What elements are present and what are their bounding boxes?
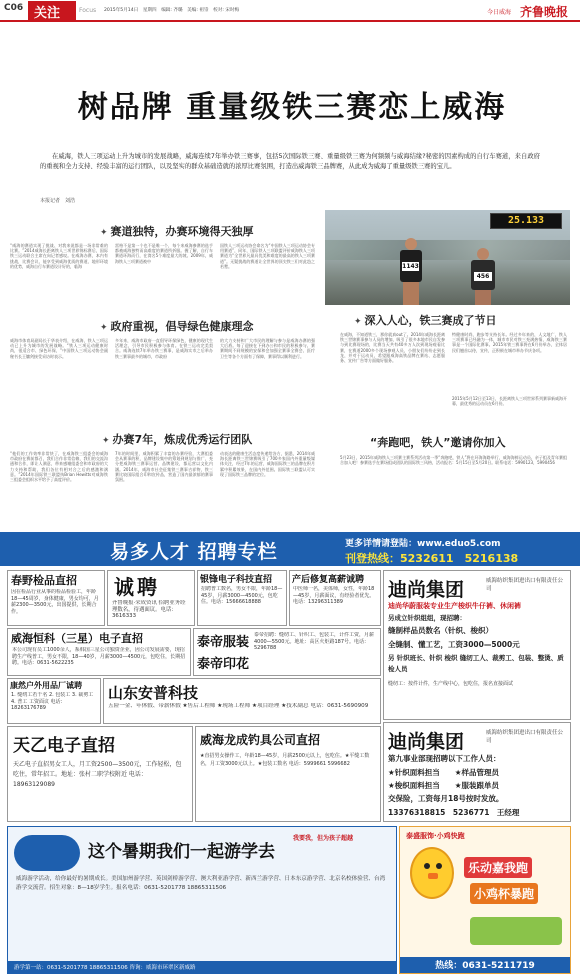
brand-small: 今日威海 bbox=[487, 9, 512, 16]
race-clock bbox=[490, 213, 562, 229]
ad-tianyi-title: 天乙电子直招 bbox=[13, 736, 115, 756]
chick-eye bbox=[436, 863, 442, 869]
body-col-g: “他们的工作效率非常快了，在威海铁三组委会的威海市政府在赛前都召，我们合作非常信赖，我们的交流沟通和合作，即让人满意，带来感谢组委会和市政府的大力支持和帮助，我们各位有相对合之后的感激和满意。”2014年国际铁三联盟执Brian Hewitts对威海铁三组委会组织水平给予了高度评价。 bbox=[10, 451, 108, 483]
ad-dishang-1-line5: 另 针织班长、针织 梭织 缝纫工人、裁剪工、包装、整烫、质检人员 bbox=[388, 654, 564, 673]
dateline: 2015年5月14日 星期四 编辑: 齐璐 美编: 祖崇 校对: 宋时梅 bbox=[104, 8, 240, 13]
athlete-right-bib: 456 bbox=[474, 272, 492, 281]
taisheng-slogan-1: 乐动嘉我跑 bbox=[464, 857, 532, 878]
diamond-icon: ✦ bbox=[102, 436, 110, 446]
body-col-j: 在威海，不知道铁三，那你就真out了。2014年威海长距离铁三世锦赛事参与人员的增加、吸引了很多本地市民自发参与到比赛现场的，比赛当天共有40多万人次到现场观看比赛，在赛道2000多个现场参观人员，小朋友们纷纷走到长龙，并对于运动员，希望跟威海高铁品牌在赛站、志愿服务、宣传广告等方面做好服务。 bbox=[340, 332, 445, 364]
subhead-government-text: 政府重视，倡导绿色健康理念 bbox=[110, 320, 254, 333]
ad-tianyi bbox=[7, 726, 193, 822]
ad-hengke bbox=[7, 628, 191, 676]
taisheng-hotline: 热线：0631-5211719 bbox=[400, 957, 570, 974]
athlete-left-head bbox=[405, 238, 417, 250]
ad-dishang-1-sub: 威海纺织集团进出口有限责任公司 bbox=[486, 578, 564, 592]
ad-taidi-title: 泰帝服装 bbox=[197, 635, 250, 650]
ad-kangran-title: 康然户外用品厂诚聘 bbox=[10, 681, 82, 690]
athlete-left-legs bbox=[403, 282, 419, 305]
ad-longcheng-body: ★直招男女操作工，年龄18—45岁，月薪2500元以上，包吃住。★平缝工数名，月工资3000元以上。★包装工数名 电话：5999661 5996682 bbox=[200, 753, 370, 767]
body-col-h: 7年的时间里，威海积累了丰富的办赛经验，大赛组委会从赛事的积，品牌建设集中的筹划到规划与推广，充分把威海铁三赛事运营、品牌建设，都运营以文化内涵。2014年，威海市社会征集铁三赛事吉祥物，铁三赛比较国际组合印和宣传品，营造了国内最浓郁的赛事氛围。 bbox=[115, 451, 213, 483]
ad-anpu bbox=[103, 678, 381, 724]
lead-paragraph: 在威海，铁人三项运动上升为城市的发展战略，威海连续7年举办铁三赛事，包括5次国际铁三赛、重量级铁三赛为何频频与威海结缘?秘密的因素构成的自行车赛道，来自政府的重视和全力支持、经验丰富的运行团队，以及坚实的群众基础造就的浓厚比赛氛围，打造出威海铁三品牌赛，从此成为威海了重量级铁三赛的宝儿。 bbox=[40, 153, 540, 170]
main-headline: 树品牌 重量级铁三赛恋上威海 bbox=[77, 90, 507, 125]
race-photo bbox=[325, 210, 570, 305]
study-tour-footer: 游学第一站：0631-5201778 18865311506 咨询：威海市环翠区新威路 bbox=[8, 961, 396, 974]
page-number: C06 bbox=[4, 3, 24, 13]
ad-chengpin-title: 诚聘 bbox=[114, 575, 160, 599]
subhead-team bbox=[102, 431, 252, 447]
ad-tianyi-body: 天乙电子直招男女工人，月工资2500—3500元，工作轻松，包吃住，常年招工。地址：张村二职学校附近 电话：18963129089 bbox=[13, 761, 182, 788]
ad-dishang-2-line2: ★针织面料担当 ★样品管理员 bbox=[388, 768, 499, 777]
body-col-l: 2015年5月12日至13日，长距离铁人三项世界系列赛事新威海开幕，最优秀的运动员在6月份。 bbox=[452, 396, 567, 407]
chick-beak bbox=[428, 873, 438, 879]
ad-dishang-2-line5: 13376318815 5236771 王经理 bbox=[388, 808, 520, 817]
ad-dishang-1-line4: 全缝制、懂工艺，工资3000—5000元 bbox=[388, 640, 520, 649]
ad-chanhou-body: 中医师一名，美体师，女性，年龄18—45岁，月薪面议，有经验者优先。电话：13296311389 bbox=[293, 586, 375, 605]
newspaper-logo: 齐鲁晚报 bbox=[520, 5, 569, 19]
athlete-right-head bbox=[477, 248, 489, 260]
taisheng-title: 泰盛服饰·小鸡快跑 bbox=[406, 832, 465, 840]
ad-chanhou bbox=[289, 570, 381, 626]
ad-dishang-1-line1: 迪尚华蔚服装专业生产梭织牛仔裤、休闲裤 bbox=[388, 602, 521, 610]
body-col-b: 雷格不是第一个也不是唯一个，每个来威海参赛的选手都被威海独特而高难度的赛道所折服。握了解，自行车赛道环海而行，在湾名5个难度最大的坡。2009年，威海铁人三项赛道被中 bbox=[115, 243, 213, 264]
body-col-i: 动表达的健康生活态度传递给各方，据悉，2014年威海长距离铁三世锦赛吸引了700多家国内外重量级媒体关注，经过7年的运营，威海国际铁三的品牌在积月累中积累效果，在国内外范围。国际铁三联盟认可实现了国际铁三品牌的定位。 bbox=[220, 451, 315, 477]
ad-study-tour bbox=[7, 826, 397, 974]
ad-dishang-2-line4: 交保险，工资每月18号按时发放。 bbox=[388, 794, 504, 803]
subhead-festival-text: 深入人心，铁三赛成了节日 bbox=[364, 314, 497, 327]
byline: 本报记者 刘浩 bbox=[40, 198, 76, 204]
body-col-e: 多年来，威海市政府一直倡导环保绿色，健康的现代生活理念，引导市民积极参与体育。在铁三运动完美契合。威海连续7年举办铁三赛事，是威海实市之后举办铁三赛事最多的城市，市政府 bbox=[115, 338, 213, 359]
ad-anpu-body: 五险一金、年休假、带薪休假 ★售后工程师 ★现场工程师 ★项目经理 ★技术副总 电话：0631-5690909 bbox=[108, 703, 369, 709]
athlete-right-legs bbox=[475, 290, 491, 305]
crowd-band bbox=[325, 240, 570, 260]
body-col-c: 国铁人三项运动协会命名为“中国铁人三项运动协会专用赛道”，同年，国际铁人三项联盟评价威海铁人三项赛道为“全世界凡最具优美和难度的最高的铁人三项赛道”。无疑挑战的赛道让全世界的顶尖铁三们对此趋之若鹜。 bbox=[220, 243, 315, 269]
quote-title: “奔跑吧，铁人”邀请你加入 bbox=[370, 436, 506, 449]
study-tour-body: 威海游学活动，给你最好的暑期成长。美国加州游学营、英国剑桥游学营、澳大利亚游学营、新西兰游学营、日本东京游学营、北京名校体验营、台湾游学交流营。招生对象：8—18岁学生。报名电话：0631-5201778 18865311506 bbox=[16, 876, 386, 891]
body-col-k: 特健康时尚，跑步等支持长年。经过多年来的，人文地广，铁人三项赛事已经融为一体，城市市民对铁三充满热情，威海铁三赛事是一个国际化赛事。2015年铁三赛事将在6月份举办，全体居民们翘首以待，宣传，正积极在城市举办节庆各项。 bbox=[452, 332, 567, 353]
ad-chunye-title: 春野检品直招 bbox=[11, 574, 77, 587]
ad-chengpin bbox=[107, 570, 195, 626]
ad-longcheng-title: 威海龙成钓具公司直招 bbox=[200, 733, 321, 747]
diamond-icon: ✦ bbox=[100, 323, 108, 333]
section-subtitle: Focus bbox=[79, 7, 97, 14]
page-header bbox=[0, 0, 580, 22]
ad-dishang-1-title: 迪尚集团 bbox=[388, 579, 465, 601]
ad-website: 更多详情请登陆：www.eduo5.com bbox=[345, 539, 501, 549]
ad-hengke-body: 本公司现有员工1000余人，系韩国三星公司独资企业，因公司发展需要，现招聘生产线普工，男女不限，18—40岁，月薪3000—4500元，包吃住，长期招聘。电话：0631-5622235 bbox=[12, 647, 186, 666]
ad-dishang-1-line2: 另成立针织组组，现招聘： bbox=[388, 614, 466, 622]
study-tour-title: 这个暑期我们一起游学去 bbox=[88, 842, 275, 862]
ad-taisheng bbox=[399, 826, 571, 974]
ad-dishang-2-line3: ★梭织面料担当 ★服装跟单员 bbox=[388, 781, 499, 790]
study-tour-tagline: 我要我，但为孩子超越 bbox=[293, 835, 354, 842]
diamond-icon: ✦ bbox=[354, 317, 362, 327]
ad-dishang-1-line3: 缝制样品员数名（针织、梭织） bbox=[388, 626, 493, 635]
ad-section-title: 易多人才 招聘专栏 bbox=[110, 541, 278, 563]
ad-taidi-sub: 泰帝印花 bbox=[197, 657, 250, 672]
ad-yinfeng-title: 银锋电子科技直招 bbox=[200, 575, 273, 585]
ad-dishang-2 bbox=[383, 722, 571, 822]
chick-mascot-icon bbox=[410, 847, 454, 899]
ad-anpu-title: 山东安普科技 bbox=[108, 684, 199, 702]
body-col-m: 5月23日，2015年威海铁人三项赛主赛系列活动第一季“奔跑吧，铁人”将在环海海路举行，威海海鲜运动员、亲子组及青年赛组合加入吧！参赛选手在赛场组成团队的国际铁三风格，活动报名：5月15日至5月20日。联系电话：5990123，5990456 bbox=[340, 455, 567, 466]
body-col-a: “威海的赛道实现了挑战、对我来说都是一场非常难的比赛。”2014威海长距离铁人三项世界锦标赛后，国际铁三运动联合主席在向记者感叹。在威海办赛，本内有挑战，比赛会议、能享受到威海优质的赛道、地形环境的优势，威海自行车赛道设计好的，临海 bbox=[10, 243, 108, 269]
subhead-festival bbox=[354, 312, 497, 328]
ad-dishang-1-line6: 缝纫工：按件计件，生产线中心，包吃住，报名直接面试 bbox=[388, 681, 514, 687]
ad-phone: 刊登热线：5232611 5216138 bbox=[345, 552, 519, 565]
taisheng-slogan-2: 小鸡杯暴跑 bbox=[470, 883, 538, 904]
race-clock-time: 25.133 bbox=[507, 215, 545, 226]
athlete-left-bib: 1143 bbox=[402, 263, 419, 270]
body-col-d: 威海市体育局副局长于华表介绍，在威海，铁人三项运动已上升为城市的发展战略。“铁人三项运动健康时尚，很适合市、绿色环保，”中国铁人三项运动协会副秘书长王镛剑接受采访时表示。 bbox=[10, 338, 108, 359]
taisheng-banner bbox=[470, 917, 562, 945]
subhead-government bbox=[100, 318, 254, 334]
ad-chengpin-body: 齐鲁晚报·荣成资讯 招聘业务经理数名，待遇面议。电话：3616333 bbox=[112, 600, 186, 619]
study-tour-logo bbox=[14, 835, 80, 871]
ad-yinfeng bbox=[197, 570, 287, 626]
athlete-left bbox=[397, 238, 425, 305]
athlete-right bbox=[467, 248, 499, 305]
ad-kangran-body: 1. 缝纫工若干名 2. 包装工 3. 裁剪工 4. 普工 工资面议 电话：18263176789 bbox=[11, 692, 94, 711]
ad-chunye-body: 因在检品行业从事的检品检验工，年龄18—45周岁，身体健康，男女均可，月薪2300—3500元，出国提供，长期合作。 bbox=[11, 589, 99, 615]
subhead-team-text: 办赛7年，炼成优秀运行团队 bbox=[112, 433, 253, 446]
section-title: 关注 bbox=[34, 6, 61, 21]
subhead-track bbox=[100, 223, 254, 239]
diamond-icon: ✦ bbox=[100, 228, 108, 238]
ad-taidi-body: 泰帝招聘：缝纫工、针织工、包装工，计件工资，月薪4000—5500元。地址：高区火炬路187号。电话：5296788 bbox=[254, 632, 375, 651]
ad-kangran bbox=[7, 678, 101, 724]
ad-chunye bbox=[7, 570, 105, 626]
ad-dishang-1 bbox=[383, 570, 571, 720]
subhead-track-text: 赛道独特，办赛环境得天独厚 bbox=[110, 225, 254, 238]
ad-hengke-title: 威海恒科（三星）电子直招 bbox=[11, 632, 143, 645]
ad-dishang-2-sub: 威海纺织集团进出口有限责任公司 bbox=[486, 730, 564, 744]
chick-eye bbox=[424, 863, 430, 869]
ad-longcheng bbox=[195, 726, 381, 822]
ad-yinfeng-body: 招聘普工数名，男女不限，年龄18—45岁，月薪3000—4500元，包吃住。电话：15666618888 bbox=[201, 586, 283, 605]
body-col-f: 的大力支持和广大市民的理解与参与是威海办赛的强大后盾。每了迎接在下到办公和市民的积极参与、赛赛期间不同规模的安保和会加强全赛事全赛会、医疗卫生等各个方面有了保障，赛事得以顺利进行。 bbox=[220, 338, 315, 359]
ad-chanhou-title: 产后修复高薪诚聘 bbox=[292, 575, 365, 585]
ad-dishang-2-title: 迪尚集团 bbox=[388, 731, 465, 753]
ad-dishang-2-line1: 第九事业部现招聘以下工作人员： bbox=[388, 754, 501, 763]
ad-section-header bbox=[0, 532, 580, 566]
ad-taidi bbox=[193, 628, 381, 676]
